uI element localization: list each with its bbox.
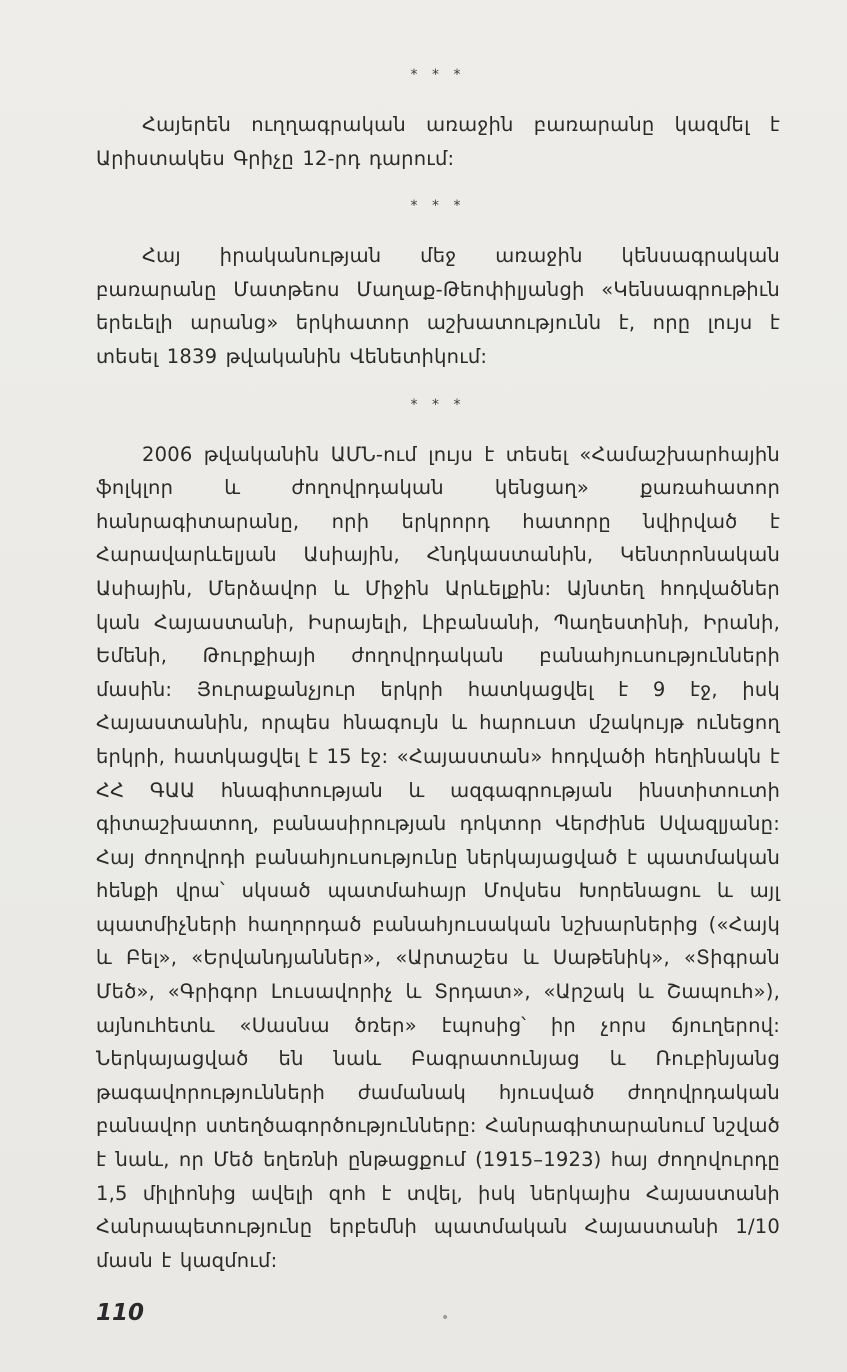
section-separator: * * * <box>410 67 466 83</box>
page-number: 110 <box>96 1300 145 1326</box>
section-separator: * * * <box>410 396 466 413</box>
page-content <box>96 62 780 1277</box>
paragraph-biographical-dictionary: Հայ իրականության մեջ առաջին կենսագրական բառարանը Մատթեոս Մաղաք-Թեոփիլյանցի «Կենսագրութիւն երեւելի արանց» երկհատոր աշխատությունն է, որը լույս է տեսել 1839 թվականին Վենետիկում: <box>96 244 780 368</box>
paragraph-orthographic-dictionary: Հայերեն ուղղագրական առաջին բառարանը կազմել է Արիստակես Գրիչը 12-րդ դարում: <box>96 113 780 170</box>
section-separator: * * * <box>410 198 466 215</box>
paragraph-folklore-encyclopedia: 2006 թվականին ԱՄՆ-ում լույս է տեսել «Համաշխարհային ֆոլկլոր և ժողովրդական կենցաղ» քառահատոր հանրագիտարանը, որի երկրորդ հատորը նվիրված է Հարավարևելյան Ասիային, Հնդկաստանին, Կենտրոնական Ասիային, Մերձավոր և Միջին Արևելքին: Այնտեղ հոդվածներ կան Հայաստանի, Իսրայելի, Լիբանանի, Պաղեստինի, Իրանի, Եմենի, Թուրքիայի ժողովրդական բանահյուսությունների մասին: Յուրաքանչյուր երկրի հատկացվել է 9 էջ, իսկ Հայաստանին, որպես հնագույն և հարուստ մշակույթ ունեցող երկրի, հատկացվել է 15 էջ: «Հայաստան» հոդվածի հեղինակն է ՀՀ ԳԱԱ հնագիտության և ազգագրության ինստիտուտի գիտաշխատող, բանասիրության դոկտոր Վերժինե Սվազլյանը: Հայ ժողովրդի բանահյուսությունը ներկայացված է պատմական հենքի վրա՝ սկսած պատմահայր Մովսես Խորենացու և այլ պատմիչների հաղորդած բանահյուսական նշխարներից («Հայկ և Բել», «Երվանդյաններ», «Արտաշես և Սաթենիկ», «Տիգրան Մեծ», «Գրիգոր Լուսավորիչ և Տրդատ», «Արշակ և Շապուհ»), այնուհետև «Սասնա ծռեր» էպոսից՝ իր չորս ճյուղերով: Ներկայացված են նաև Բագրատունյաց և Ռուբինյանց թագավորությունների ժամանակ հյուսված ժողովրդական բանավոր ստեղծագործությունները: Հանրագիտարանում նշված է նաև, որ Մեծ եղեռնի ընթացքում (1915–1923) հայ ժողովուրդը 1,5 միլիոնից ավելի զոհ է տվել, իսկ ներկայիս Հայաստանի Հանրապետությունը երբեմնի պատմական Հայաստանի 1/10 մասն է կազմում: <box>96 442 780 1272</box>
print-dot-mark: • <box>441 1310 450 1326</box>
